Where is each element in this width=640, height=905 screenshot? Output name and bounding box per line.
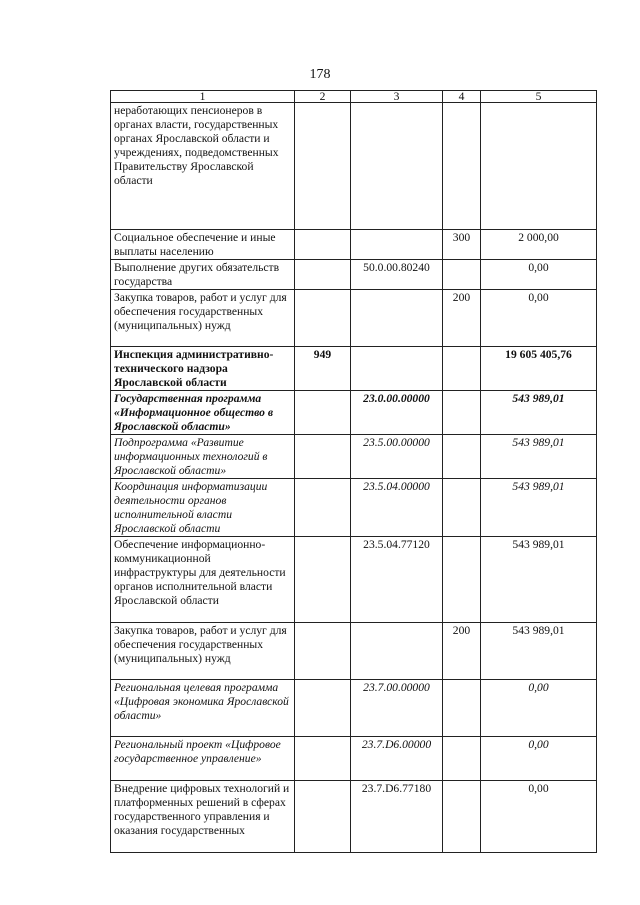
- row-code: [351, 103, 443, 230]
- row-type: [443, 103, 481, 230]
- row-type: [443, 435, 481, 479]
- header-col-2: 2: [295, 91, 351, 103]
- table-row: [111, 781, 597, 853]
- row-code: [351, 623, 443, 680]
- row-code: [351, 290, 443, 347]
- row-type: [443, 347, 481, 391]
- header-row: [111, 91, 597, 103]
- header-col-3: 3: [351, 91, 443, 103]
- table-row: [111, 435, 597, 479]
- row-ministry: [295, 537, 351, 623]
- row-code: 23.0.00.00000: [351, 391, 443, 435]
- row-amount: 543 989,01: [481, 623, 597, 680]
- table-row: [111, 680, 597, 737]
- table-row: [111, 260, 597, 290]
- row-name: Инспекция административно-технического надзора Ярославской области: [111, 347, 295, 391]
- row-name: Выполнение других обязательств государства: [111, 260, 295, 290]
- table-row: [111, 103, 597, 230]
- table-row: [111, 537, 597, 623]
- page-number: 178: [309, 67, 331, 82]
- row-type: 200: [443, 623, 481, 680]
- row-name: Обеспечение информационно-коммуникационной инфраструктуры для деятельности органов исполнительной власти Ярославской области: [111, 537, 295, 623]
- row-ministry: 949: [295, 347, 351, 391]
- header-col-4: 4: [443, 91, 481, 103]
- row-ministry: [295, 781, 351, 853]
- row-name: Региональный проект «Цифровое государственное управление»: [111, 737, 295, 781]
- row-code: [351, 347, 443, 391]
- table-row: [111, 290, 597, 347]
- row-name: неработающих пенсионеров в органах власти, государственных органах Ярославской области и учреждениях, подведомственных Правительству Ярославской области: [111, 103, 295, 230]
- table-row: [111, 391, 597, 435]
- row-type: [443, 781, 481, 853]
- row-code: [351, 230, 443, 260]
- row-name: Координация информатизации деятельности органов исполнительной власти Ярославской области: [111, 479, 295, 537]
- row-ministry: [295, 737, 351, 781]
- row-code: 23.7.D6.00000: [351, 737, 443, 781]
- row-type: [443, 737, 481, 781]
- row-type: [443, 537, 481, 623]
- row-type: [443, 479, 481, 537]
- row-ministry: [295, 479, 351, 537]
- table-row: [111, 230, 597, 260]
- row-code: 23.5.00.00000: [351, 435, 443, 479]
- budget-table: [110, 90, 597, 853]
- row-type: [443, 680, 481, 737]
- row-ministry: [295, 260, 351, 290]
- row-name: Государственная программа «Информационное общество в Ярославской области»: [111, 391, 295, 435]
- row-type: [443, 260, 481, 290]
- row-type: 300: [443, 230, 481, 260]
- row-code: 50.0.00.80240: [351, 260, 443, 290]
- row-ministry: [295, 623, 351, 680]
- row-code: 23.5.04.00000: [351, 479, 443, 537]
- row-amount: 0,00: [481, 680, 597, 737]
- table-row: [111, 737, 597, 781]
- table-row: [111, 479, 597, 537]
- row-code: 23.5.04.77120: [351, 537, 443, 623]
- row-name: Социальное обеспечение и иные выплаты населению: [111, 230, 295, 260]
- row-code: 23.7.00.00000: [351, 680, 443, 737]
- row-type: 200: [443, 290, 481, 347]
- row-amount: [481, 103, 597, 230]
- row-ministry: [295, 290, 351, 347]
- row-name: Закупка товаров, работ и услуг для обеспечения государственных (муниципальных) нужд: [111, 290, 295, 347]
- row-amount: 543 989,01: [481, 391, 597, 435]
- header-col-1: 1: [111, 91, 295, 103]
- row-amount: 543 989,01: [481, 479, 597, 537]
- row-code: 23.7.D6.77180: [351, 781, 443, 853]
- row-amount: 2 000,00: [481, 230, 597, 260]
- header-col-5: 5: [481, 91, 597, 103]
- row-ministry: [295, 230, 351, 260]
- row-amount: 0,00: [481, 260, 597, 290]
- row-amount: 543 989,01: [481, 537, 597, 623]
- row-ministry: [295, 435, 351, 479]
- row-name: Подпрограмма «Развитие информационных технологий в Ярославской области»: [111, 435, 295, 479]
- row-amount: 0,00: [481, 737, 597, 781]
- table-row: [111, 623, 597, 680]
- row-ministry: [295, 680, 351, 737]
- row-amount: 0,00: [481, 290, 597, 347]
- row-amount: 19 605 405,76: [481, 347, 597, 391]
- row-type: [443, 391, 481, 435]
- row-ministry: [295, 391, 351, 435]
- row-amount: 543 989,01: [481, 435, 597, 479]
- row-ministry: [295, 103, 351, 230]
- row-name: Региональная целевая программа «Цифровая экономика Ярославской области»: [111, 680, 295, 737]
- table-row: [111, 347, 597, 391]
- row-name: Внедрение цифровых технологий и платформенных решений в сферах государственного управления и оказания государственных: [111, 781, 295, 853]
- row-name: Закупка товаров, работ и услуг для обеспечения государственных (муниципальных) нужд: [111, 623, 295, 680]
- row-amount: 0,00: [481, 781, 597, 853]
